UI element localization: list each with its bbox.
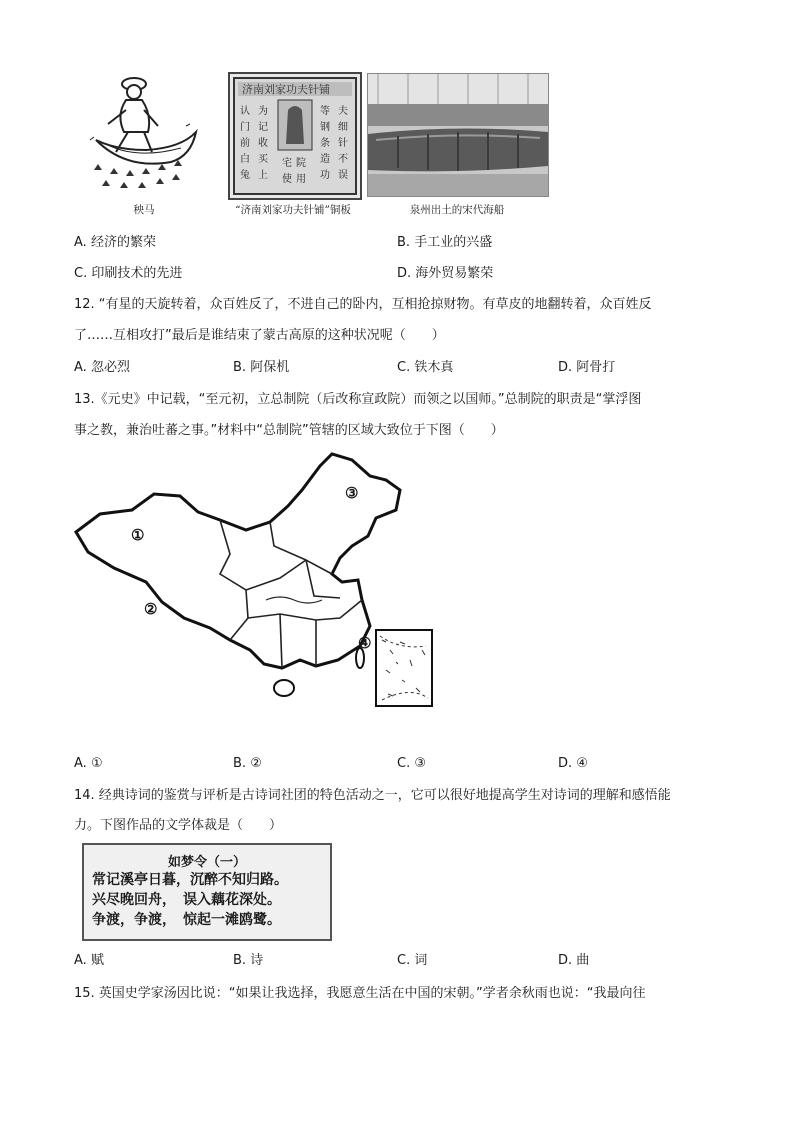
option-text: 诗 <box>250 953 264 968</box>
q12-option-b[interactable] <box>233 358 289 378</box>
svg-text:使: 使 <box>282 174 292 185</box>
option-letter: D. <box>558 953 573 968</box>
option-text: ② <box>250 756 262 771</box>
option-letter: B. <box>233 756 247 771</box>
option-letter: D. <box>397 266 412 281</box>
svg-text:院: 院 <box>296 158 306 169</box>
china-map <box>70 450 440 712</box>
option-text: 阿保机 <box>250 360 290 375</box>
option-letter: B. <box>397 235 411 250</box>
svg-text:等: 等 <box>320 106 330 117</box>
poem-line: 常记溪亭日暮，沉醉不知归路。 <box>92 872 288 888</box>
option-text: 曲 <box>576 953 590 968</box>
svg-text:功: 功 <box>320 170 330 181</box>
q12-option-a[interactable] <box>74 358 130 378</box>
poem-line: 兴尽晚回舟， 误入藕花深处。 <box>92 892 281 908</box>
q14-option-d[interactable] <box>558 951 589 971</box>
q14-option-c[interactable] <box>397 951 427 971</box>
option-text: 手工业的兴盛 <box>414 235 493 250</box>
svg-text:细: 细 <box>338 122 348 133</box>
svg-text:为: 为 <box>258 106 268 117</box>
svg-text:上: 上 <box>258 170 268 181</box>
q12-option-c[interactable] <box>397 358 453 378</box>
option-letter: A. <box>74 756 87 771</box>
svg-text:兔: 兔 <box>240 170 250 181</box>
option-text: 经济的繁荣 <box>90 235 156 250</box>
svg-text:误: 误 <box>338 170 348 181</box>
map-label-1: ① <box>131 526 145 544</box>
q14-stem-line2: 力。下图作品的文学体裁是（ ） <box>74 818 283 833</box>
poem-title: 如梦令（一） <box>167 855 246 870</box>
q13-option-d[interactable] <box>558 754 588 774</box>
china-map-icon <box>70 450 440 712</box>
farmer-seedling-horse-icon <box>86 70 202 196</box>
option-text: 印刷技术的先进 <box>91 266 183 281</box>
svg-text:钢: 钢 <box>320 122 330 133</box>
svg-text:不: 不 <box>338 154 348 165</box>
option-text: 阿骨打 <box>576 360 616 375</box>
q13-option-b[interactable] <box>233 754 262 774</box>
bronze-printing-plate-icon <box>230 74 360 198</box>
svg-text:针: 针 <box>338 138 348 149</box>
option-letter: C. <box>397 360 411 375</box>
option-text: ① <box>90 756 103 771</box>
figure-yangma <box>86 70 202 196</box>
svg-text:门: 门 <box>240 122 250 133</box>
option-text: ③ <box>414 756 427 771</box>
svg-text:夫: 夫 <box>338 106 348 117</box>
svg-text:记: 记 <box>258 122 268 133</box>
option-text: 铁木真 <box>414 360 454 375</box>
q14-option-b[interactable] <box>233 951 263 971</box>
q12-stem-line1: 12. “有星的天旋转着，众百姓反了，不进自己的卧内，互相抢掠财物。有草皮的地翻转着，众百姓反 <box>74 297 652 312</box>
figure-bronze-plate <box>228 72 362 200</box>
q11-option-a[interactable] <box>74 233 156 253</box>
map-label-3: ③ <box>345 484 359 502</box>
svg-text:白: 白 <box>240 154 250 165</box>
q11-option-b[interactable] <box>397 233 492 253</box>
svg-text:前: 前 <box>240 138 250 149</box>
option-letter: C. <box>397 953 411 968</box>
option-letter: D. <box>558 756 573 771</box>
svg-text:买: 买 <box>258 154 268 165</box>
q11-option-d[interactable] <box>397 264 493 284</box>
svg-text:收: 收 <box>258 138 268 149</box>
option-text: 海外贸易繁荣 <box>415 266 494 281</box>
q12-stem-line2: 了……互相攻打”最后是谁结束了蒙古高原的这种状况呢（ ） <box>74 328 445 343</box>
option-letter: B. <box>233 953 247 968</box>
option-letter: A. <box>74 953 87 968</box>
q14-option-a[interactable] <box>74 951 104 971</box>
q11-option-c[interactable] <box>74 264 182 284</box>
option-letter: D. <box>558 360 573 375</box>
q13-option-a[interactable] <box>74 754 103 774</box>
option-letter: C. <box>397 756 411 771</box>
svg-text:济南刘家功夫针铺: 济南刘家功夫针铺 <box>242 83 330 96</box>
poem-image <box>82 843 332 941</box>
q14-stem-line1: 14. 经典诗词的鉴赏与评析是古诗词社团的特色活动之一，它可以很好地提高学生对诗词的理解和感悟能 <box>74 788 671 803</box>
option-text: 赋 <box>90 953 104 968</box>
figure-caption: “济南刘家功夫针铺”铜板 <box>235 204 351 216</box>
q13-option-c[interactable] <box>397 754 426 774</box>
svg-text:认: 认 <box>240 106 250 117</box>
option-text: 词 <box>414 953 428 968</box>
svg-text:用: 用 <box>296 174 306 185</box>
q15-stem-line1: 15. 英国史学家汤因比说：“如果让我选择，我愿意生活在中国的宋朝。”学者余秋雨也说：“我最向往 <box>74 986 646 1001</box>
svg-text:造: 造 <box>320 154 330 165</box>
q13-stem-line2: 事之教，兼治吐蕃之事。”材料中“总制院”管辖的区域大致位于下图（ ） <box>74 423 504 438</box>
option-letter: A. <box>74 235 87 250</box>
svg-text:条: 条 <box>320 138 330 149</box>
option-letter: C. <box>74 266 88 281</box>
poem-line: 争渡，争渡， 惊起一滩鸥鹭。 <box>92 912 281 928</box>
figure-caption: 秧马 <box>133 204 155 216</box>
map-label-4: ④ <box>358 634 372 652</box>
option-text: 忽必烈 <box>90 360 130 375</box>
q13-stem-line1: 13.《元史》中记载，“至元初，立总制院（后改称宣政院）而领之以国师。”总制院的职责是“掌浮图 <box>74 392 642 407</box>
q12-option-d[interactable] <box>558 358 615 378</box>
figure-caption: 泉州出土的宋代海船 <box>409 204 505 216</box>
map-label-2: ② <box>144 600 158 618</box>
song-dynasty-ship-photo-icon <box>368 74 548 196</box>
option-letter: B. <box>233 360 247 375</box>
option-text: ④ <box>576 756 588 771</box>
option-letter: A. <box>74 360 87 375</box>
figure-song-ship-photo <box>367 73 549 197</box>
svg-text:宅: 宅 <box>282 158 292 169</box>
